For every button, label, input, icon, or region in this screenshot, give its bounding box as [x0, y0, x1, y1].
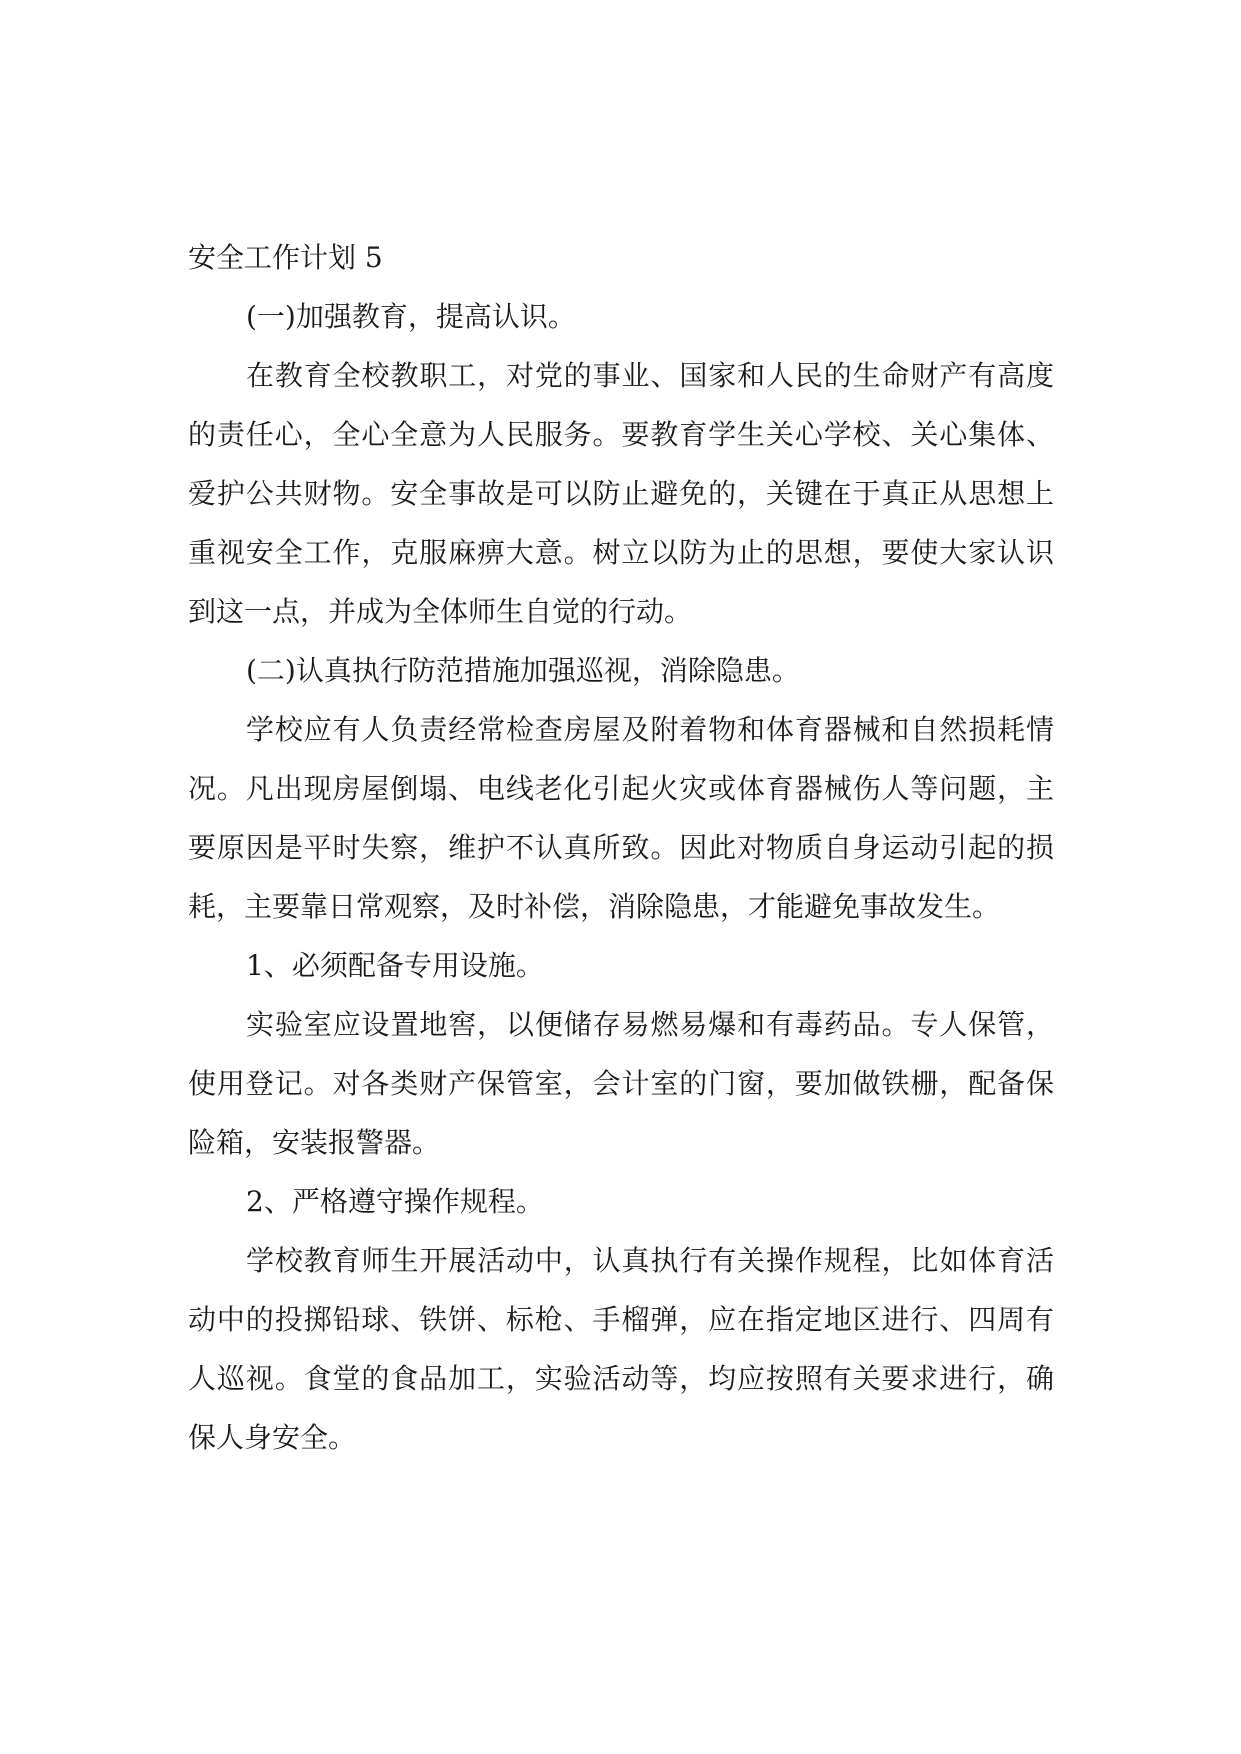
paragraph: 在教育全校教职工，对党的事业、国家和人民的生命财产有高度的责任心，全心全意为人民服务。要教育学生关心学校、关心集体、爱护公共财物。安全事故是可以防止避免的，关键在于真正从思想上重视安全工作，克服麻痹大意。树立以防为止的思想，要使大家认识到这一点，并成为全体师生自觉的行动。 — [188, 359, 1054, 628]
document-body — [188, 228, 1054, 1467]
subheading-2: 2、严格遵守操作规程。 — [246, 1185, 544, 1218]
subheading-1: 1、必须配备专用设施。 — [246, 949, 544, 982]
document-title: 安全工作计划 5 — [188, 241, 383, 274]
section-heading-2: (二)认真执行防范措施加强巡视，消除隐患。 — [246, 654, 800, 687]
paragraph: 实验室应设置地窖，以便储存易燃易爆和有毒药品。专人保管，使用登记。对各类财产保管室，会计室的门窗，要加做铁栅，配备保险箱，安装报警器。 — [188, 1008, 1054, 1159]
paragraph: 学校教育师生开展活动中，认真执行有关操作规程，比如体育活动中的投掷铅球、铁饼、标枪、手榴弹，应在指定地区进行、四周有人巡视。食堂的食品加工，实验活动等，均应按照有关要求进行，确保人身安全。 — [188, 1244, 1054, 1454]
section-heading-1: (一)加强教育，提高认识。 — [246, 300, 576, 333]
paragraph: 学校应有人负责经常检查房屋及附着物和体育器械和自然损耗情况。凡出现房屋倒塌、电线老化引起火灾或体育器械伤人等问题，主要原因是平时失察，维护不认真所致。因此对物质自身运动引起的损耗，主要靠日常观察，及时补偿，消除隐患，才能避免事故发生。 — [188, 713, 1054, 923]
